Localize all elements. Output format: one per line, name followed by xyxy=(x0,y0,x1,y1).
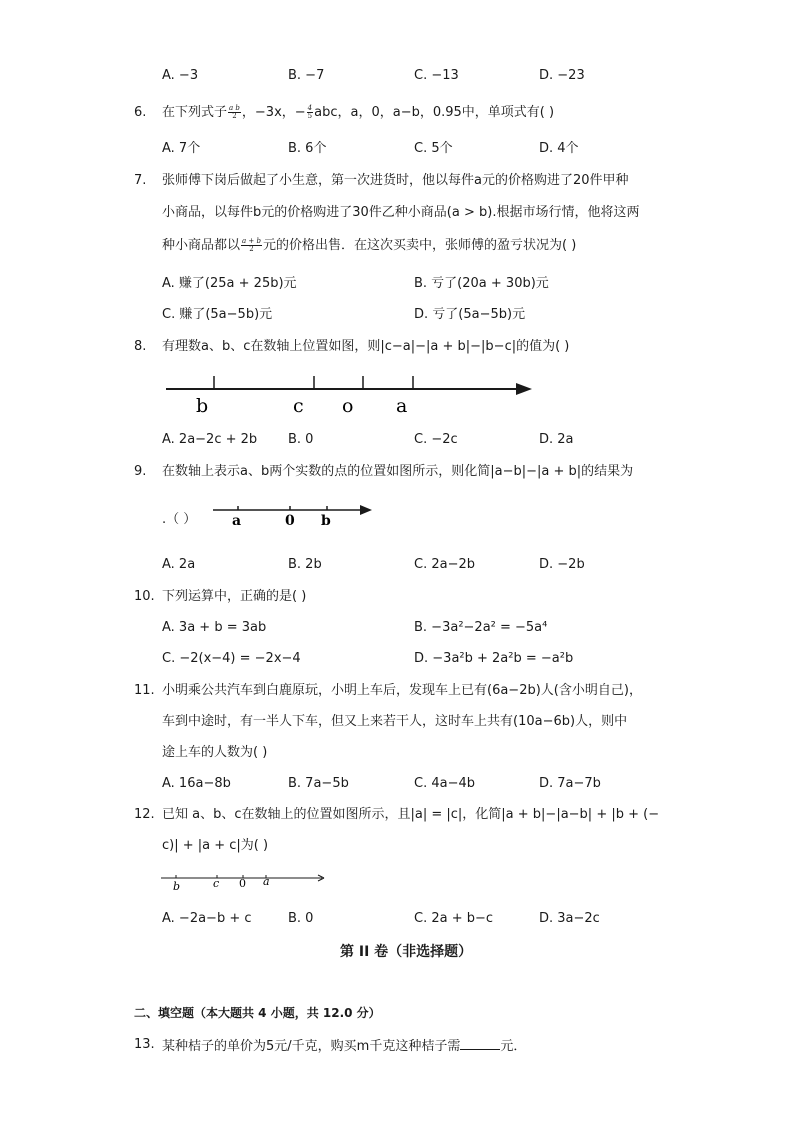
q8-option-d: D. 2a xyxy=(539,432,574,447)
q6-option-b: B. 6个 xyxy=(288,141,327,156)
q10-option-a: A. 3a + b = 3ab xyxy=(162,620,267,635)
q11-option-a: A. 16a−8b xyxy=(162,776,231,791)
q11-option-c: C. 4a−4b xyxy=(414,776,475,791)
q8-option-a: A. 2a−2c + 2b xyxy=(162,432,258,447)
part-2-title: 二、填空题（本大题共 4 小题，共 12.0 分） xyxy=(134,1006,381,1020)
q6-stem-pre: 在下列式子 xyxy=(162,105,228,120)
q9-label-a: a xyxy=(232,513,242,529)
q11-number: 11. xyxy=(134,683,155,698)
q6-option-c: C. 5个 xyxy=(414,141,453,156)
q11-line-2: 车到中途时，有一半人下车，但又上来若干人，这时车上共有(10a−6b)人，则中 xyxy=(162,714,628,729)
q12-line-1: 已知 a、b、c在数轴上的位置如图所示，且|a| = |c|，化简|a + b|−|a−b| + |b + (− xyxy=(162,807,660,822)
q6-fraction-4-over-5: $\frac{4}{5}$ xyxy=(307,104,313,120)
q12-option-b: B. 0 xyxy=(288,911,314,926)
q13-number: 13. xyxy=(134,1037,155,1052)
q7-line-3-post: 元的价格出售．在这次买卖中，张师傅的盈亏状况为( ) xyxy=(263,238,577,253)
q6-fraction-ab-over-2: $\frac{\text{a b}}{2}$ xyxy=(229,104,240,120)
q7-line-2: 小商品，以每件b元的价格购进了30件乙种小商品(a > b).根据市场行情，他将这两 xyxy=(162,205,640,220)
q11-line-3: 途上车的人数为( ) xyxy=(162,745,268,760)
q12-label-0: 0 xyxy=(239,877,246,890)
q8-option-b: B. 0 xyxy=(288,432,314,447)
q7-line-3 xyxy=(162,237,576,255)
q13-stem-post: 元． xyxy=(500,1039,527,1054)
q11-option-d: D. 7a−7b xyxy=(539,776,601,791)
q6-number: 6. xyxy=(134,105,147,120)
q8-axis-arrow xyxy=(516,383,532,395)
q7-fraction-a-plus-b-over-2: $\frac{a + b}{2}$ xyxy=(242,237,261,253)
q12-number: 12. xyxy=(134,807,155,822)
q5-option-c: C. −13 xyxy=(414,68,459,83)
q9-option-d: D. −2b xyxy=(539,557,585,572)
q6-stem-mid2: abc，a，0，a−b，0.95中，单项式有( ) xyxy=(314,105,555,120)
q9-number-line xyxy=(210,500,376,530)
q7-number: 7. xyxy=(134,173,147,188)
q12-option-a: A. −2a−b + c xyxy=(162,911,252,926)
q7-line-3-pre: 种小商品都以 xyxy=(162,238,241,253)
q7-line-1: 张师傅下岗后做起了小生意，第一次进货时，他以每件a元的价格购进了20件甲种 xyxy=(162,173,629,188)
q11-line-1: 小明乘公共汽车到白鹿原玩，小明上车后，发现车上已有(6a−2b)人(含小明自己)， xyxy=(162,683,642,698)
q8-stem: 有理数a、b、c在数轴上位置如图，则|c−a|−|a + b|−|b−c|的值为( ) xyxy=(162,339,570,354)
q6-stem-mid1: ，−3x，− xyxy=(241,105,306,120)
q5-option-b: B. −7 xyxy=(288,68,325,83)
q8-option-c: C. −2c xyxy=(414,432,458,447)
q13-stem-pre: 某种桔子的单价为5元/千克，购买m千克这种桔子需 xyxy=(162,1039,461,1054)
q6-option-a: A. 7个 xyxy=(162,141,201,156)
q13-stem xyxy=(162,1036,526,1056)
q9-stem: 在数轴上表示a、b两个实数的点的位置如图所示，则化简|a−b|−|a + b|的结果为 xyxy=(162,464,634,479)
q12-label-a: a xyxy=(263,875,270,888)
q9-lead-parens: .（ ） xyxy=(162,512,197,527)
q10-option-c: C. −2(x−4) = −2x−4 xyxy=(162,651,301,666)
q12-option-d: D. 3a−2c xyxy=(539,911,600,926)
q9-option-b: B. 2b xyxy=(288,557,322,572)
q8-label-a: a xyxy=(396,395,408,417)
q9-axis-arrow xyxy=(360,505,372,515)
q13-answer-blank[interactable] xyxy=(460,1036,500,1050)
q10-option-d: D. −3a²b + 2a²b = −a²b xyxy=(414,651,574,666)
q6-stem xyxy=(162,104,554,122)
q11-option-b: B. 7a−5b xyxy=(288,776,349,791)
q9-label-0: 0 xyxy=(285,513,295,529)
q8-label-o: o xyxy=(342,395,354,417)
q7-option-c: C. 赚了(5a−5b)元 xyxy=(162,307,273,322)
q7-option-a: A. 赚了(25a + 25b)元 xyxy=(162,276,297,291)
q12-line-2: c)| + |a + c|为( ) xyxy=(162,838,269,853)
section-2-title: 第 II 卷（非选择题） xyxy=(340,944,473,960)
q5-option-d: D. −23 xyxy=(539,68,585,83)
q8-label-b: b xyxy=(196,395,209,417)
q12-label-b: b xyxy=(173,880,181,893)
q10-number: 10. xyxy=(134,589,155,604)
q9-label-b: b xyxy=(321,513,331,529)
q7-option-b: B. 亏了(20a + 30b)元 xyxy=(414,276,549,291)
q12-label-c: c xyxy=(213,877,220,890)
q8-number-line xyxy=(160,368,540,418)
q10-option-b: B. −3a²−2a² = −5a⁴ xyxy=(414,620,548,635)
q9-number: 9. xyxy=(134,464,147,479)
q9-option-c: C. 2a−2b xyxy=(414,557,475,572)
q8-number: 8. xyxy=(134,339,147,354)
q12-number-line xyxy=(160,868,335,894)
q9-option-a: A. 2a xyxy=(162,557,196,572)
q12-option-c: C. 2a + b−c xyxy=(414,911,494,926)
q6-option-d: D. 4个 xyxy=(539,141,579,156)
q8-label-c: c xyxy=(293,395,304,417)
q5-option-a: A. −3 xyxy=(162,68,199,83)
q7-option-d: D. 亏了(5a−5b)元 xyxy=(414,307,526,322)
q10-stem: 下列运算中，正确的是( ) xyxy=(162,589,307,604)
